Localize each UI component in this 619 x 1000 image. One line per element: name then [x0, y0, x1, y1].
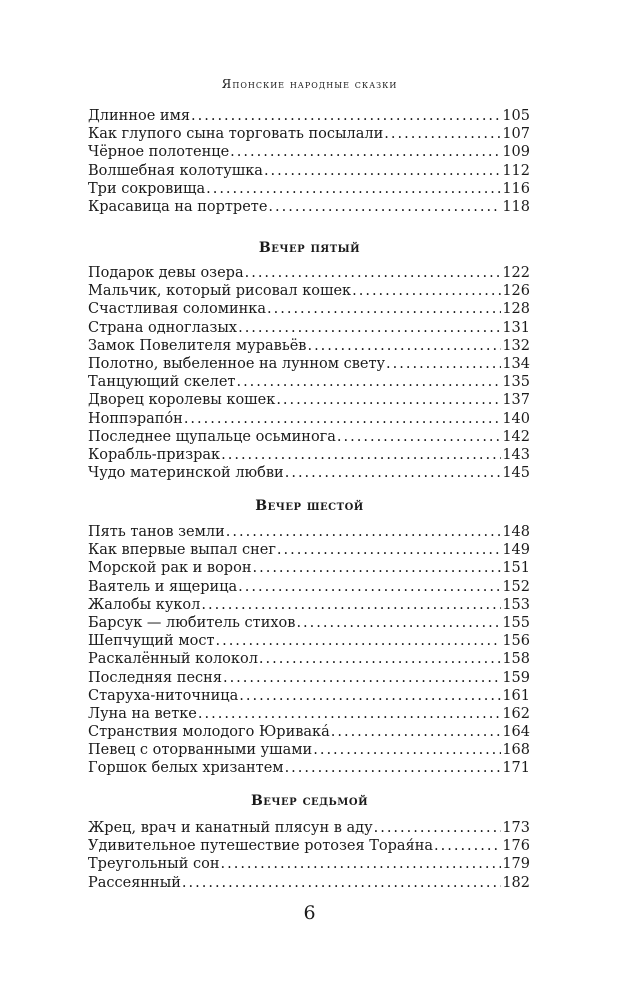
toc-entry[interactable]	[88, 465, 530, 483]
dot-leader	[236, 374, 501, 390]
page-number: 6	[303, 902, 316, 924]
toc-entry-title: Раскалённый колокол	[88, 651, 258, 668]
toc-entry-page: 132	[502, 337, 530, 354]
toc-entry-title: Мальчик, который рисовал кошек	[88, 283, 352, 300]
toc-entry-page: 135	[502, 374, 530, 391]
toc-entry[interactable]	[88, 615, 530, 633]
toc-entry[interactable]	[88, 820, 530, 838]
dot-leader	[239, 688, 501, 704]
toc-entry-title: Подарок девы озера	[88, 265, 244, 281]
dot-leader	[313, 742, 501, 758]
dot-leader	[331, 724, 502, 740]
dot-leader	[285, 760, 502, 776]
toc-entry-page: 164	[502, 724, 530, 741]
toc-entry-page: 134	[502, 355, 530, 372]
section-heading: Вечер седьмой	[250, 793, 369, 809]
toc-entry[interactable]	[88, 392, 530, 410]
toc-entry-page: 158	[502, 651, 530, 668]
toc-entry-title: Последнее щупальце осьминога	[88, 428, 336, 445]
toc-entry-page: 145	[502, 465, 530, 482]
dot-leader	[221, 447, 501, 463]
toc-entry[interactable]	[88, 301, 530, 319]
toc-entry-title: Шепчущий мост	[88, 633, 215, 650]
toc-entry-page: 112	[502, 162, 530, 179]
toc-entry[interactable]	[88, 181, 530, 199]
toc-entry[interactable]	[88, 338, 530, 356]
toc-entry[interactable]	[88, 542, 530, 560]
toc-entry-title: Жалобы кукол	[88, 596, 201, 613]
toc-entry-title: Чудо материнской любви	[88, 465, 284, 482]
dot-leader	[201, 597, 501, 613]
toc-entry-page: 140	[502, 410, 530, 427]
dot-leader	[374, 820, 502, 836]
dot-leader	[206, 181, 501, 197]
toc-entry[interactable]	[88, 144, 530, 162]
toc-entry-title: Страна одноглазых	[88, 319, 238, 336]
toc-entry-title: Красавица на портрете	[88, 198, 268, 215]
toc-entry-page: 122	[502, 265, 530, 281]
toc-entry-title: Морской рак и ворон	[88, 560, 252, 577]
toc-entry[interactable]	[88, 742, 530, 760]
toc-entry[interactable]	[88, 265, 530, 283]
section-heading: Вечер пятый	[258, 240, 361, 256]
toc-list-section-7	[88, 820, 530, 893]
toc-entry-page: 149	[502, 542, 530, 559]
toc-entry[interactable]	[88, 199, 530, 217]
dot-leader	[230, 144, 501, 160]
toc-entry[interactable]	[88, 633, 530, 651]
toc-entry-page: 137	[502, 392, 530, 409]
dot-leader	[264, 163, 501, 179]
dot-leader	[296, 615, 501, 631]
toc-list-continued	[88, 108, 530, 217]
toc-entry-page: 182	[502, 874, 530, 891]
toc-entry-title: Замок Повелителя муравьёв	[88, 337, 307, 354]
toc-entry-title: Удивительное путешествие ротозея Торая́на	[88, 838, 434, 855]
toc-entry[interactable]	[88, 320, 530, 338]
toc-entry[interactable]	[88, 374, 530, 392]
dot-leader	[238, 579, 501, 595]
dot-leader	[337, 429, 501, 445]
toc-entry[interactable]	[88, 856, 530, 874]
toc-entry-page: 116	[502, 180, 530, 197]
toc-entry[interactable]	[88, 283, 530, 301]
toc-entry-title: Треугольный сон	[88, 856, 220, 873]
dot-leader	[182, 875, 501, 891]
toc-entry-title: Длинное имя	[88, 108, 191, 124]
toc-entry-page: 118	[502, 198, 530, 215]
dot-leader	[245, 265, 502, 281]
toc-entry[interactable]	[88, 688, 530, 706]
toc-entry[interactable]	[88, 706, 530, 724]
toc-entry-title: Ваятель и ящерица	[88, 578, 238, 595]
dot-leader	[434, 838, 501, 854]
dot-leader	[259, 651, 501, 667]
toc-entry[interactable]	[88, 724, 530, 742]
toc-entry-page: 105	[502, 108, 530, 124]
toc-entry-page: 142	[502, 428, 530, 445]
toc-entry-page: 152	[502, 578, 530, 595]
toc-entry-title: Пять танов земли	[88, 524, 225, 540]
toc-entry-page: 143	[502, 446, 530, 463]
dot-leader	[267, 301, 501, 317]
toc-entry-title: Как глупого сына торговать посылали	[88, 126, 384, 143]
toc-entry-title: Последняя песня	[88, 669, 222, 686]
section-heading: Вечер шестой	[255, 498, 364, 514]
dot-leader	[184, 411, 502, 427]
toc-entry[interactable]	[88, 597, 530, 615]
toc-entry-page: 126	[502, 283, 530, 300]
toc-entry[interactable]	[88, 163, 530, 181]
toc-entry[interactable]	[88, 838, 530, 856]
toc-entry-page: 176	[502, 838, 530, 855]
toc-entry[interactable]	[88, 429, 530, 447]
toc-entry-page: 162	[502, 705, 530, 722]
toc-entry[interactable]	[88, 579, 530, 597]
dot-leader	[198, 706, 501, 722]
toc-entry[interactable]	[88, 560, 530, 578]
toc-entry-page: 173	[502, 820, 530, 836]
toc-entry[interactable]	[88, 108, 530, 126]
toc-entry-page: 128	[502, 301, 530, 318]
dot-leader	[221, 856, 502, 872]
toc-entry[interactable]	[88, 875, 530, 893]
toc-list-section-6	[88, 524, 530, 779]
toc-entry-title: Как впервые выпал снег	[88, 542, 276, 559]
dot-leader	[384, 126, 501, 142]
dot-leader	[268, 199, 501, 215]
toc-entry-page: 107	[502, 126, 530, 143]
toc-entry-page: 148	[502, 524, 530, 540]
toc-entry-page: 153	[502, 596, 530, 613]
toc-entry-page: 171	[502, 760, 530, 777]
toc-entry-title: Горшок белых хризантем	[88, 760, 284, 777]
toc-entry-title: Волшебная колотушка	[88, 162, 263, 179]
toc-entry[interactable]	[88, 411, 530, 429]
toc-entry[interactable]	[88, 524, 530, 542]
dot-leader	[215, 633, 501, 649]
toc-entry-page: 155	[502, 614, 530, 631]
dot-leader	[307, 338, 501, 354]
toc-entry-page: 131	[502, 319, 530, 336]
dot-leader	[191, 108, 501, 124]
toc-entry[interactable]	[88, 651, 530, 669]
toc-entry-title: Чёрное полотенце	[88, 144, 230, 161]
toc-entry-title: Рассеянный	[88, 874, 181, 891]
toc-entry[interactable]	[88, 760, 530, 778]
toc-entry[interactable]	[88, 447, 530, 465]
toc-entry-title: Луна на ветке	[88, 705, 197, 722]
toc-entry-page: 159	[502, 669, 530, 686]
dot-leader	[253, 560, 502, 576]
dot-leader	[276, 392, 501, 408]
dot-leader	[352, 283, 501, 299]
toc-entry-title: Старуха-ниточница	[88, 687, 239, 704]
toc-entry-page: 151	[502, 560, 530, 577]
toc-entry-page: 168	[502, 742, 530, 759]
dot-leader	[386, 356, 501, 372]
toc-entry-title: Странствия молодого Юривакá	[88, 724, 330, 741]
toc-entry-title: Ноппэрапóн	[88, 410, 183, 427]
toc-entry[interactable]	[88, 356, 530, 374]
toc-entry-title: Дворец королевы кошек	[88, 392, 276, 409]
toc-list-section-5	[88, 265, 530, 483]
toc-entry-title: Певец с оторванными ушами	[88, 742, 313, 759]
toc-entry-title: Танцующий скелет	[88, 374, 236, 391]
running-head: Японские народные сказки	[221, 77, 398, 91]
dot-leader	[285, 465, 502, 481]
dot-leader	[223, 670, 501, 686]
toc-entry-title: Жрец, врач и канатный плясун в аду	[88, 820, 373, 836]
toc-entry-title: Счастливая соломинка	[88, 301, 267, 318]
toc-entry-page: 179	[502, 856, 530, 873]
toc-entry-title: Барсук — любитель стихов	[88, 614, 296, 631]
toc-entry-title: Корабль-призрак	[88, 446, 221, 463]
toc-entry-page: 109	[502, 144, 530, 161]
toc-entry[interactable]	[88, 126, 530, 144]
dot-leader	[277, 542, 501, 558]
toc-entry-title: Три сокровища	[88, 180, 206, 197]
dot-leader	[226, 524, 502, 540]
toc-entry-title: Полотно, выбеленное на лунном свету	[88, 355, 386, 372]
toc-entry[interactable]	[88, 670, 530, 688]
dot-leader	[238, 320, 501, 336]
toc-entry-page: 156	[502, 633, 530, 650]
toc-entry-page: 161	[502, 687, 530, 704]
